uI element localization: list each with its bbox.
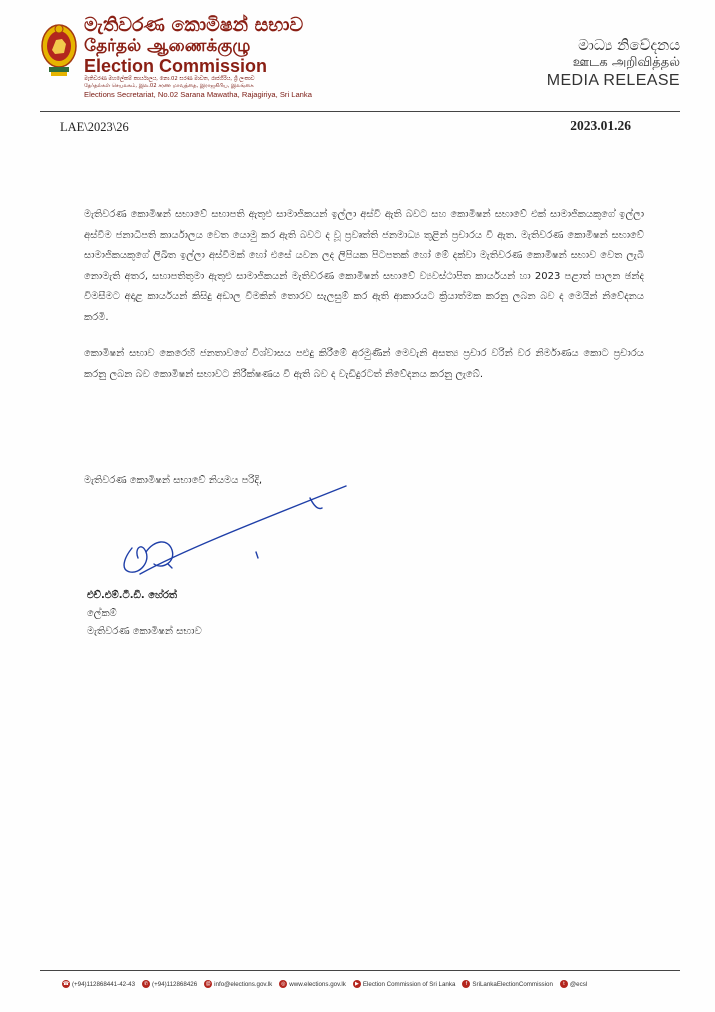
org-name-english: Election Commission (84, 56, 268, 76)
twitter-icon: t (560, 980, 568, 988)
facebook-icon: f (462, 980, 470, 988)
sri-lanka-emblem-icon (40, 20, 78, 78)
contact-footer (62, 977, 662, 991)
youtube-icon: ▶ (353, 980, 361, 988)
body-paragraph-1: මැතිවරණ කොමිෂන් සභාවේ සභාපති ඇතුළු සාමාජිකයන් ඉල්ලා අස්වී ඇති බවට සහ කොමිෂන් සභාවේ එක් සාමාජිකයකුගේ ඉල්ලා අස්වීම ජනාධිපති කාර්යාලය වෙත යොමු කර ඇති බවට ද වූ ප්‍රවෘත්ති ජනමාධ්‍ය තුළින් ප්‍රචාරය වී ඇත. මැතිවරණ කොමිෂන් සභාවේ සාමාජිකයකුගේ ලිඛිත ඉල්ලා අස්වීමක් හෝ එසේ යවන ලද ලිපියක පිටපතක් හෝ මේ දක්වා මැතිවරණ කොමිෂන් සභාව වෙත ලැබී නොමැති අතර, සභාපතිතුමා ඇතුළු සාමාජිකයන් මැතිවරණ කොමිෂන් සභාවේ ව්‍යවස්ථාපිත කාර්යයන් හා 2023 පළාත් පාලන ඡන්ද විමසීමට අදාළ කාර්යයන් කිසිදු අඩාල වීමකින් තොරව සැලසුම් කර ඇති ආකාරයට ක්‍රියාත්මක කරනු ලබන බව ද මෙයින් නිවේදනය කරමි. (84, 209, 644, 323)
address-sinhala: මැතිවරණ මහලේකම් කාර්යාලය, නො.02 සරණ මාවත, රාජගිරිය, ශ්‍රී ලංකාව (84, 76, 255, 82)
footer-youtube-text: Election Commission of Sri Lanka (362, 980, 456, 988)
signatory-name: එච්.එම්.ටී.ඩී. හේරත් (87, 590, 178, 601)
closing-line: මැතිවරණ කොමිෂන් සභාවේ නියමය පරිදි, (84, 475, 263, 486)
signatory-title: ලේකම් (87, 608, 117, 619)
footer-facebook[interactable] (462, 980, 552, 988)
footer-fax[interactable] (142, 980, 197, 988)
footer-phone[interactable] (62, 980, 135, 988)
footer-email-text: info@elections.gov.lk (214, 980, 273, 988)
footer-youtube[interactable] (353, 980, 456, 988)
address-english: Elections Secretariat, No.02 Sarana Mawatha, Rajagiriya, Sri Lanka (84, 90, 312, 99)
reference-number: LAE\2023\26 (60, 120, 129, 134)
footer-twitter[interactable] (560, 980, 587, 988)
release-date: 2023.01.26 (570, 118, 631, 133)
footer-fax-text: (+94)112868426 (152, 980, 198, 988)
footer-website[interactable] (279, 980, 346, 988)
phone-icon: ☎ (62, 981, 70, 987)
org-name-tamil: தேர்தல் ஆணைக்குழு (84, 36, 251, 56)
fax-icon: ✆ (143, 981, 149, 987)
footer-phone-text: (+94)112868441-42-43 (72, 980, 136, 988)
release-body (84, 205, 644, 401)
release-label-english: MEDIA RELEASE (546, 72, 680, 89)
email-icon: @ (205, 981, 211, 987)
footer-email[interactable] (204, 980, 272, 988)
footer-divider (40, 970, 680, 971)
letterhead (40, 14, 680, 104)
media-release-heading (480, 36, 680, 90)
handwritten-signature (110, 478, 360, 590)
signatory-organization: මැතිවරණ කොමිෂන් සභාව (87, 626, 202, 637)
footer-facebook-text: SriLankaElectionCommission (472, 980, 553, 988)
release-label-tamil: ஊடக அறிவித்தல் (572, 55, 680, 70)
header-divider (40, 111, 680, 112)
web-icon: ◎ (281, 981, 286, 987)
body-paragraph-2: කොමිෂන් සභාව කෙරෙහි ජනතාවගේ විශ්වාසය පළුදු කිරීමේ අරමුණින් මෙවැනි අසත්‍ය ප්‍රචාර වරින් වර නිර්මාණය කොට ප්‍රචාරය කරනු ලබන බව කොමිෂන් සභාවට නිරීක්ෂණය වී ඇති බව ද වැඩිදුරටත් නිවේදනය කරනු ලැබේ. (84, 348, 644, 380)
release-label-sinhala: මාධ්‍ය නිවේදනය (578, 36, 680, 54)
footer-website-text: www.elections.gov.lk (289, 980, 346, 988)
org-name-sinhala: මැතිවරණ කොමිෂන් සභාව (84, 14, 304, 36)
footer-twitter-text: @ecsl (569, 980, 588, 988)
address-tamil: தேர்தல்கள் செயலகம், இல.02 சரண மாவத்தை, இராஜகிரிய, இலங்கை (84, 83, 254, 89)
